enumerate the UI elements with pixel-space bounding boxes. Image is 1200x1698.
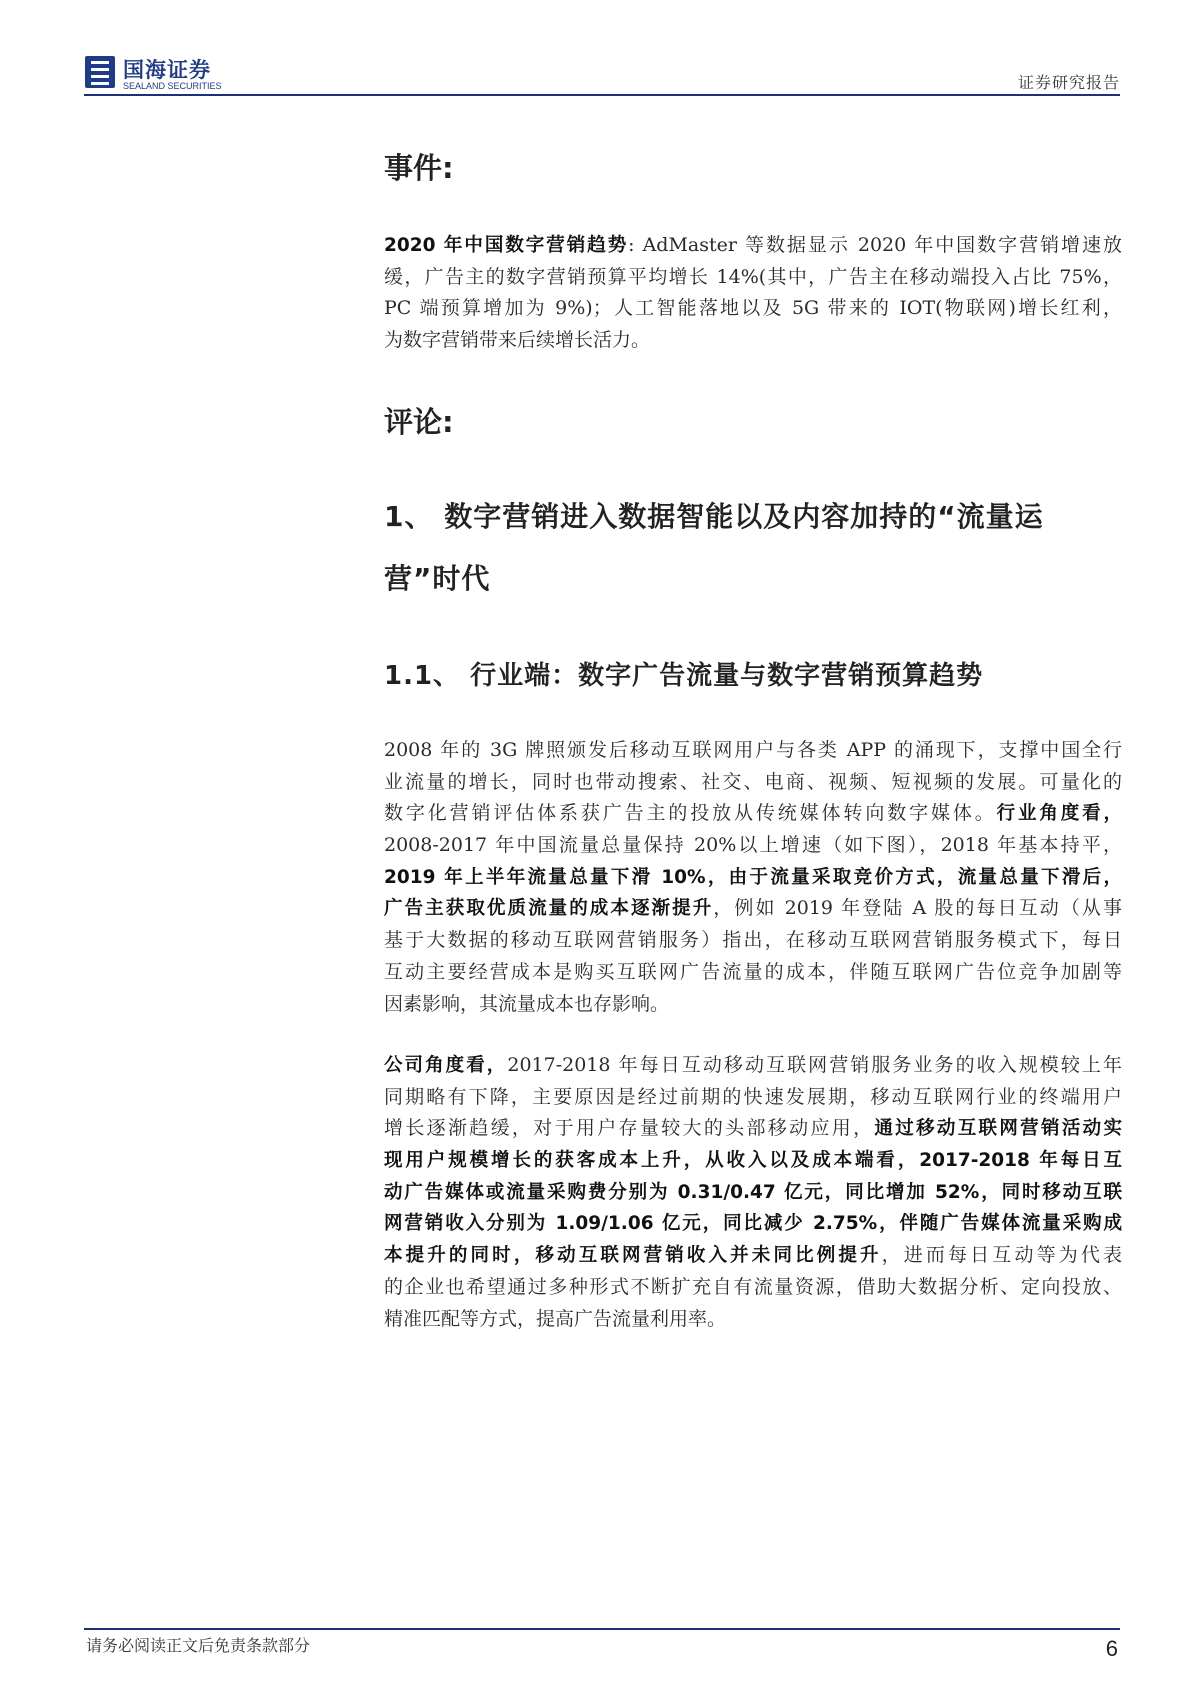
text-line <box>384 230 1122 262</box>
body-text: 2017-2018 年每日互动移动互联网营销服务业务的收入规模较上年 <box>507 1054 1122 1076</box>
text-line <box>384 293 1122 325</box>
industry-paragraph <box>384 735 1122 1020</box>
bold-text: 本提升的同时，移动互联网营销收入并未同比例提升 <box>384 1245 882 1267</box>
body-text: 2008 年的 3G 牌照颁发后移动互联网用户与各类 APP 的涌现下，支撑中国全行 <box>384 739 1122 761</box>
body-text: 缓，广告主的数字营销预算平均增长 14%(其中，广告主在移动端投入占比 75%， <box>384 265 1122 288</box>
bold-text: 通过移动互联网营销活动实 <box>874 1118 1122 1140</box>
footer-divider <box>84 1628 1120 1630</box>
text-line <box>384 325 1122 357</box>
body-text: 增长逐渐趋缓，对于用户存量较大的头部移动应用， <box>384 1117 875 1140</box>
body-text: ，例如 2019 年登陆 A 股的每日互动（从事 <box>713 897 1122 920</box>
body-text: 同期略有下降，主要原因是经过前期的快速发展期，移动互联网行业的终端用户 <box>384 1085 1122 1108</box>
body-text: 基于大数据的移动互联网营销服务）指出，在移动互联网营销服务模式下，每日 <box>384 929 1122 952</box>
body-text: 为数字营销带来后续增长活力。 <box>384 329 651 352</box>
company-logo <box>85 54 245 94</box>
body-text: 因素影响，其流量成本也存影响。 <box>384 992 670 1015</box>
bold-text: 2020 年中国数字营销趋势 <box>384 235 629 256</box>
bold-text: 广告主获取优质流量的成本逐渐提升 <box>384 898 714 920</box>
text-line <box>384 1208 1122 1240</box>
body-text: 数字化营销评估体系获广告主的投放从传统媒体转向数字媒体。 <box>384 802 997 825</box>
text-line <box>384 862 1122 894</box>
body-text: 精准匹配等方式，提高广告流量利用率。 <box>384 1307 727 1330</box>
text-line <box>384 989 1122 1021</box>
heading-1-1: 1.1、 行业端：数字广告流量与数字营销预算趋势 <box>384 661 984 691</box>
text-line <box>384 925 1122 957</box>
text-line <box>384 1177 1122 1209</box>
text-line <box>384 735 1122 767</box>
body-text: 2008-2017 年中国流量总量保持 20%以上增速（如下图），2018 年基本持平， <box>384 834 1122 857</box>
body-text: ，进而每日互动等为代表 <box>881 1244 1122 1267</box>
footer-disclaimer[interactable]: 请务必阅读正文后免责条款部分 <box>86 1636 311 1655</box>
text-line <box>384 1145 1122 1177</box>
text-line <box>384 1082 1122 1114</box>
text-line <box>384 798 1122 830</box>
text-line <box>384 893 1122 925</box>
report-type: 证券研究报告 <box>1017 73 1120 92</box>
bold-text: 行业角度看， <box>996 803 1122 825</box>
bold-text: 2019 年上半年流量总量下滑 10%，由于流量采取竞价方式，流量总量下滑后， <box>384 866 1122 888</box>
logo-name-en: SEALAND SECURITIES <box>123 81 222 91</box>
comment-title: 评论: <box>384 405 454 439</box>
text-line <box>384 767 1122 799</box>
body-text: 业流量的增长，同时也带动搜索、社交、电商、视频、短视频的发展。可量化的 <box>384 770 1122 793</box>
text-line <box>384 1113 1122 1145</box>
text-line <box>384 830 1122 862</box>
body-text: PC 端预算增加为 9%)；人工智能落地以及 5G 带来的 IOT(物联网)增长红利， <box>384 297 1122 320</box>
heading-1-line-1: 1、 数字营销进入数据智能以及内容加持的“流量运 <box>384 500 1044 533</box>
text-line <box>384 957 1122 989</box>
logo-name-cn: 国海证券 <box>123 58 211 82</box>
event-paragraph <box>384 230 1122 357</box>
body-text: 的企业也希望通过多种形式不断扩充自有流量资源，借助大数据分析、定向投放、 <box>384 1275 1122 1298</box>
page-number: 6 <box>1105 1636 1118 1661</box>
company-paragraph <box>384 1050 1122 1335</box>
text-line <box>384 1272 1122 1304</box>
text-line <box>384 1304 1122 1336</box>
body-text: : AdMaster 等数据显示 2020 年中国数字营销增速放 <box>628 234 1122 256</box>
heading-1-line-2: 营”时代 <box>384 562 491 595</box>
sealand-logo-icon <box>85 56 115 88</box>
event-title: 事件: <box>384 151 454 185</box>
header-divider <box>84 94 1120 96</box>
bold-text: 公司角度看， <box>384 1055 508 1076</box>
bold-text: 现用户规模增长的获客成本上升，从收入以及成本端看，2017-2018 年每日互 <box>384 1150 1122 1172</box>
text-line <box>384 1050 1122 1082</box>
body-text: 互动主要经营成本是购买互联网广告流量的成本，伴随互联网广告位竞争加剧等 <box>384 960 1122 983</box>
text-line <box>384 262 1122 294</box>
bold-text: 动广告媒体或流量采购费分别为 0.31/0.47 亿元，同比增加 52%，同时移动互联 <box>384 1181 1122 1203</box>
bold-text: 网营销收入分别为 1.09/1.06 亿元，同比减少 2.75%，伴随广告媒体流量采购成 <box>384 1213 1122 1235</box>
text-line <box>384 1240 1122 1272</box>
